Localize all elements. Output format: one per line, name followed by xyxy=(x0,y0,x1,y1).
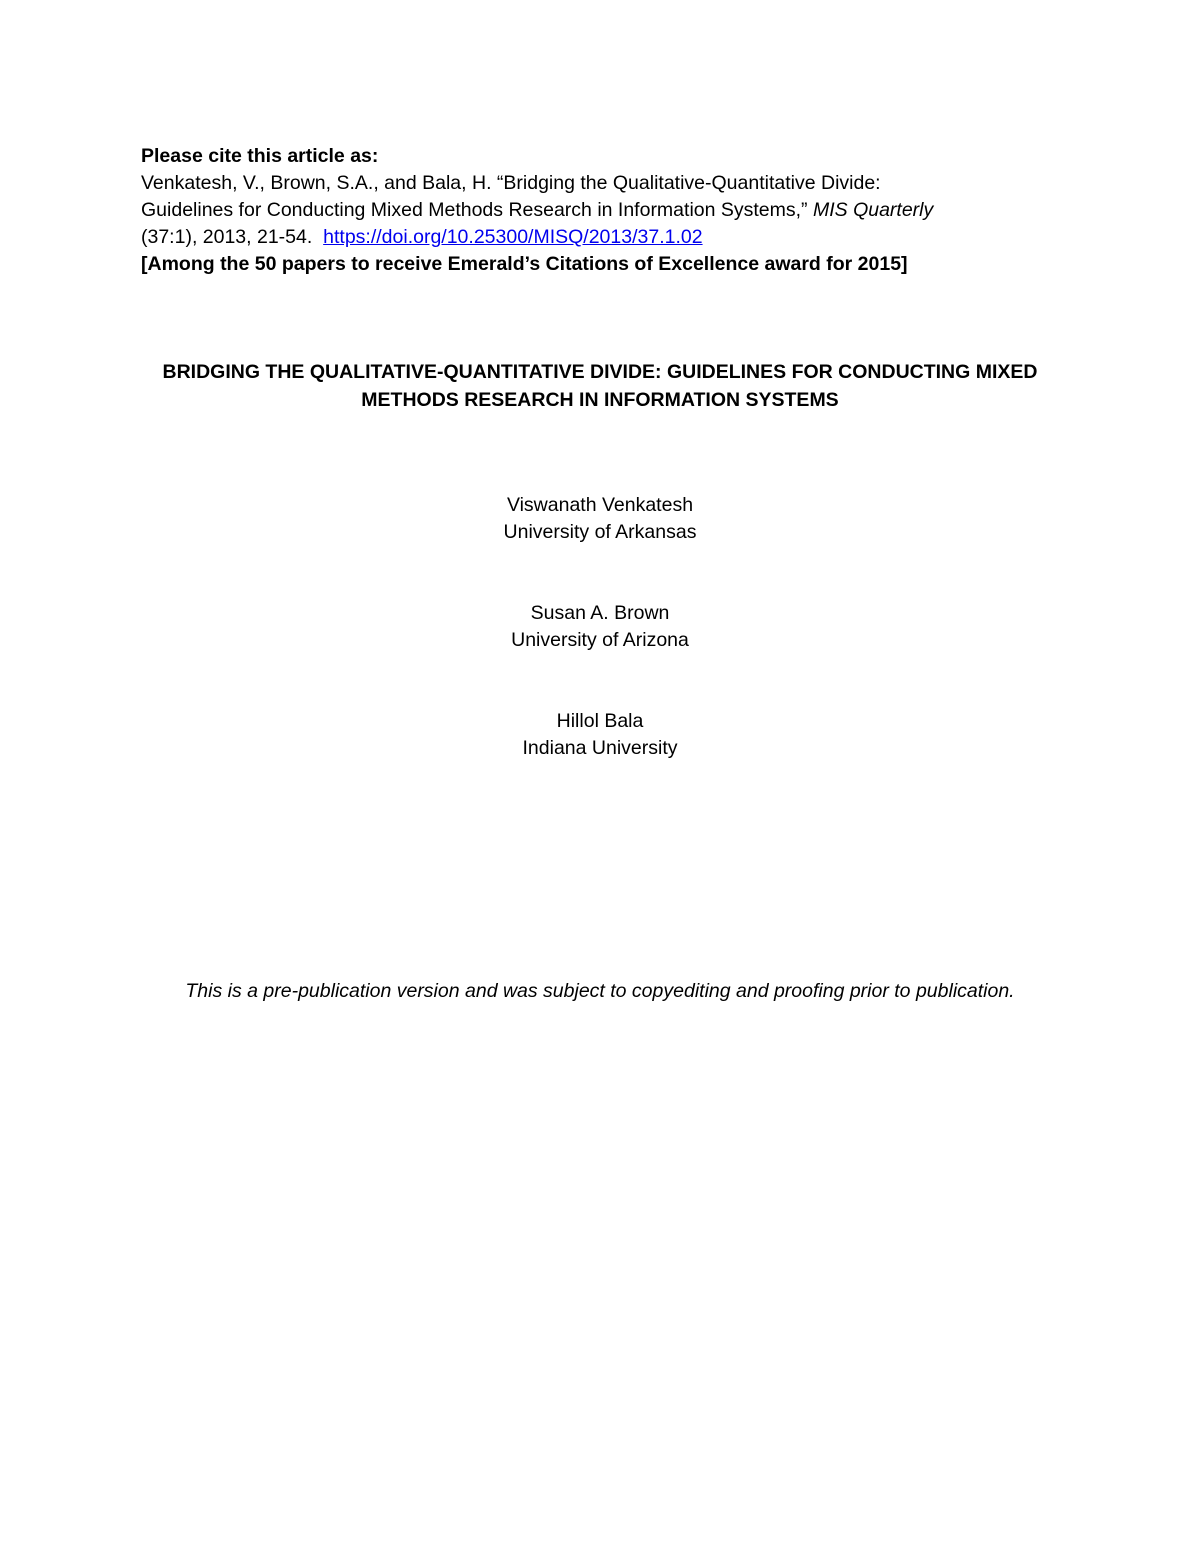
citation-text xyxy=(141,170,1081,251)
paper-title-line-1: BRIDGING THE QUALITATIVE-QUANTITATIVE DIVIDE: GUIDELINES FOR CONDUCTING MIXED xyxy=(162,361,1038,383)
citation-line-2 xyxy=(141,197,1081,224)
author-block xyxy=(300,492,900,546)
citation-heading: Please cite this article as: xyxy=(141,145,379,167)
citation-volume-pages: (37:1), 2013, 21-54. xyxy=(141,226,313,248)
author-name: Susan A. Brown xyxy=(530,602,670,624)
pre-publication-note: This is a pre-publication version and was subject to copyediting and proofing prior to publication. xyxy=(185,980,1015,1002)
author-name: Viswanath Venkatesh xyxy=(506,494,694,516)
citation-block xyxy=(141,143,1081,278)
author-affiliation: Indiana University xyxy=(522,737,678,759)
paper-title xyxy=(100,358,1100,414)
journal-name: MIS Quarterly xyxy=(812,199,934,221)
doi-link[interactable]: https://doi.org/10.25300/MISQ/2013/37.1.02 xyxy=(323,226,703,248)
author-block xyxy=(300,708,900,762)
author-name: Hillol Bala xyxy=(556,710,644,732)
author-block xyxy=(300,600,900,654)
author-affiliation: University of Arizona xyxy=(511,629,689,651)
author-affiliation: University of Arkansas xyxy=(503,521,697,543)
citation-line-2-text: Guidelines for Conducting Mixed Methods Research in Information Systems,” xyxy=(141,199,808,221)
paper-title-line-2: METHODS RESEARCH IN INFORMATION SYSTEMS xyxy=(361,389,839,411)
citation-line-1: Venkatesh, V., Brown, S.A., and Bala, H. “Bridging the Qualitative-Quantitative Divide: xyxy=(141,172,881,194)
citation-line-3 xyxy=(141,224,1081,251)
award-note: [Among the 50 papers to receive Emerald’s Citations of Excellence award for 2015] xyxy=(141,253,908,275)
